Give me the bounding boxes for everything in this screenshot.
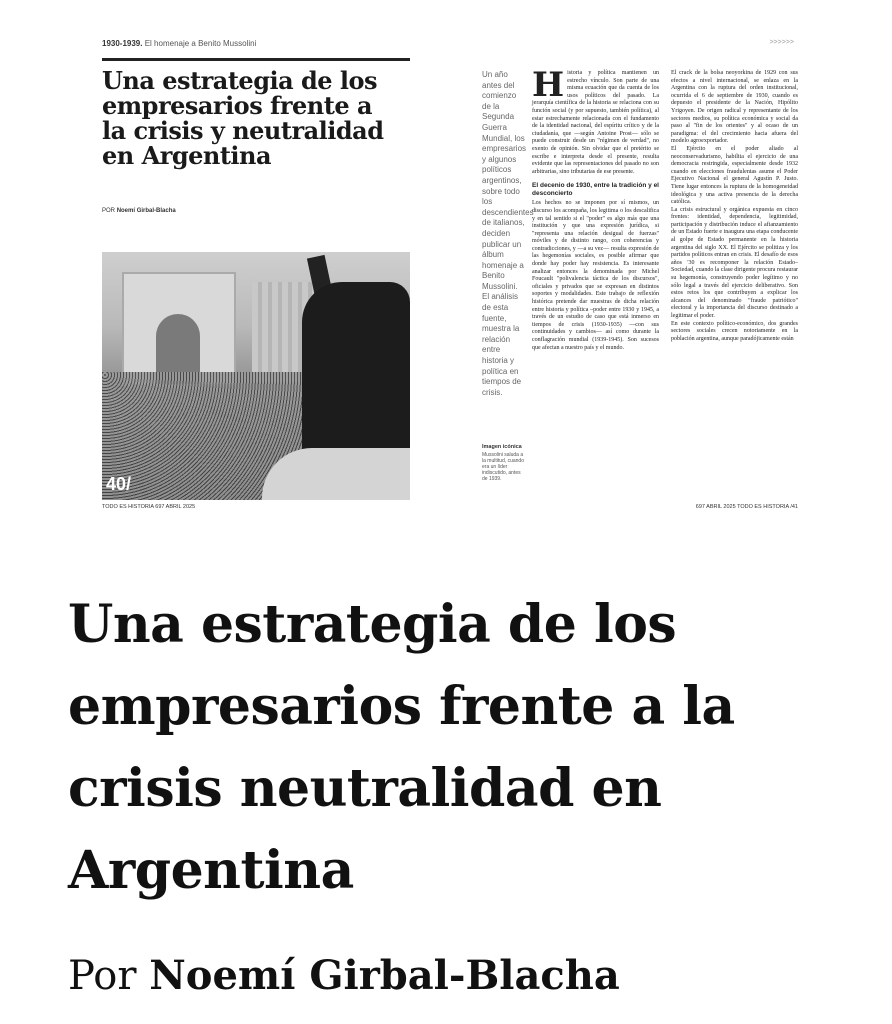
body-paragraph: El Ejército en el poder aliado al neoconservadurismo, habilita el ejercicio de una democracia restringida, especialmente desde 1932 cuando en elecciones fraudulentas asume el Poder Ejecutivo Nacional el general Agustín P. Justo. Tiene lugar entonces la ruptura de la homogeneidad ideológica y una activa presencia de la derecha católica.	[671, 145, 798, 206]
left-page	[98, 34, 412, 514]
photo-podium	[262, 448, 410, 500]
body-column-1	[532, 65, 659, 500]
body-paragraph: El crack de la bolsa neoyorkina de 1929 con sus efectos a nivel internacional, se enlaza en la Argentina con la ruptura del orden institucional, ocurrida el 6 de septiembre de 1930, cuando es depuesto el presidente de la Nación, Hipólito Yrigoyen. De origen radical y representante de los sectores medios, su política económica y social da paso al "fin de los orientes" y al ocaso de un paradigma: el del crecimiento hacia afuera del modelo agroexportador.	[671, 70, 798, 145]
body-paragraph: En este contexto político-económico, dos grandes sectores sociales crecen notoriamente en la población argentina, aunque paradójicamente están	[671, 320, 798, 342]
byline-author: Noemí Girbal-Blacha	[149, 952, 620, 999]
spread-byline-prefix: POR	[102, 208, 116, 214]
spread-byline-author: Noemí Girbal-Blacha	[116, 208, 176, 214]
mussolini-photo	[102, 252, 410, 500]
photo-arch	[122, 272, 236, 386]
intro-sidebar: Un año antes del comienzo de la Segunda Guerra Mundial, los empresarios y algunos políticos argentinos, sobre todo los descendientes de italianos, deciden publicar un álbum homenaje a Benito Mussolini. El análisis de esta fuente, muestra la relación entre historia y política en tiempos de crisis.	[482, 70, 534, 397]
footer-left: TODO ES HISTORIA 697 ABRIL 2025	[102, 504, 196, 510]
photo-caption-title: Imagen icónica	[482, 444, 522, 450]
body-paragraph: Historia y política mantienen un estrecho vínculo. Son parte de una misma ecuación que da cuenta de los usos políticos del pasado. La jerarquía científica de la historia se relaciona con su función social (y por supuesto, también política), al estar estrechamente relacionada con el fundamento de la identidad nacional, del espíritu crítico y de la ciudadanía, que —según Antoine Prost— sólo se puede construir desde un "régimen de verdad", no exento de opinión. Sin olvidar que el pretérito se escribe e interpreta desde el presente, resulta evidente que las representaciones del pasado no son arbitrarias, sino tributarias de ese presente.	[532, 65, 659, 175]
running-head	[102, 39, 256, 48]
running-head-years: 1930-1939.	[102, 39, 143, 48]
running-head-title: El homenaje a Benito Mussolini	[144, 39, 257, 48]
byline-prefix: Por	[68, 953, 137, 999]
spread-byline	[102, 208, 176, 214]
footer-right: 697 ABRIL 2025 TODO ES HISTORIA /41	[695, 504, 798, 510]
top-rule	[102, 58, 410, 61]
article-body-columns	[532, 65, 798, 500]
photo-caption-text: Mussolini saluda a la multitud, cuando era un líder indiscutido, antes de 1939.	[482, 452, 524, 482]
article-title: Una estrategia de los empresarios frente a la crisis neutralidad en Argentina	[68, 594, 735, 901]
body-column-2	[671, 70, 798, 500]
continue-arrows: >>>>>>	[769, 39, 794, 46]
dropcap: H	[532, 65, 565, 105]
body-paragraph: La crisis estructural y orgánica expuesta en cinco frentes: identidad, dependencia, legitimidad, participación y distribución induce el afianzamiento de un Estado fuerte e inaugura una etapa conducente al golpe de Estado permanente en la historia argentina del siglo XX. El Ejército se politiza y los partidos políticos entran en crisis. El desafío de esos años '30 es recomponer la relación Estado–Sociedad, cuando la clase dirigente procura restaurar su hegemonía, construyendo poder legítimo y no sólo legal a través del ejercicio deliberativo. Son estos retos los que contribuyen a explicar los alcances del denominado "fraude patriótico" electoral y la importancia del discurso destinado a legitimar el poder.	[671, 206, 798, 319]
spread-article-title: Una estrategia de los empresarios frente a la crisis y neutralidad en Argentina	[102, 66, 384, 170]
page-number-left: 40/	[106, 474, 132, 494]
body-paragraph: Los hechos no se imponen por sí mismos, un discurso los acompaña, los legitima o los descalifica y en tal sentido si el "poder" es algo más que una institución y que una expresión jurídica, si "representa una relación desigual de fuerzas" móviles y de distinto rango, con coherencias y contradicciones, y —a su vez— resulta expresión de las hegemonías sociales, es posible afirmar que donde hay poder hay resistencia. Es interesante analizar entonces la denominada por Michel Foucault "polivalencia táctica de los discursos", oficiales y privados que se expresan en distintos soportes y modalidades. Este trabajo de reflexión histórica pretende dar muestras de dicha relación entre historia y política –poder entre 1930 y 1945, a través de un estudio de caso que está inmerso en tiempos de crisis (1930-1935) —con sus continuidades y cambios— así como durante la conflagración mundial (1939-1945). Son sucesos que afectan a nuestro país y el mundo.	[532, 200, 659, 351]
section-heading: El decenio de 1930, entre la tradición y el desconcierto	[532, 182, 659, 197]
article-byline	[68, 952, 620, 999]
magazine-spread-image	[98, 34, 798, 514]
